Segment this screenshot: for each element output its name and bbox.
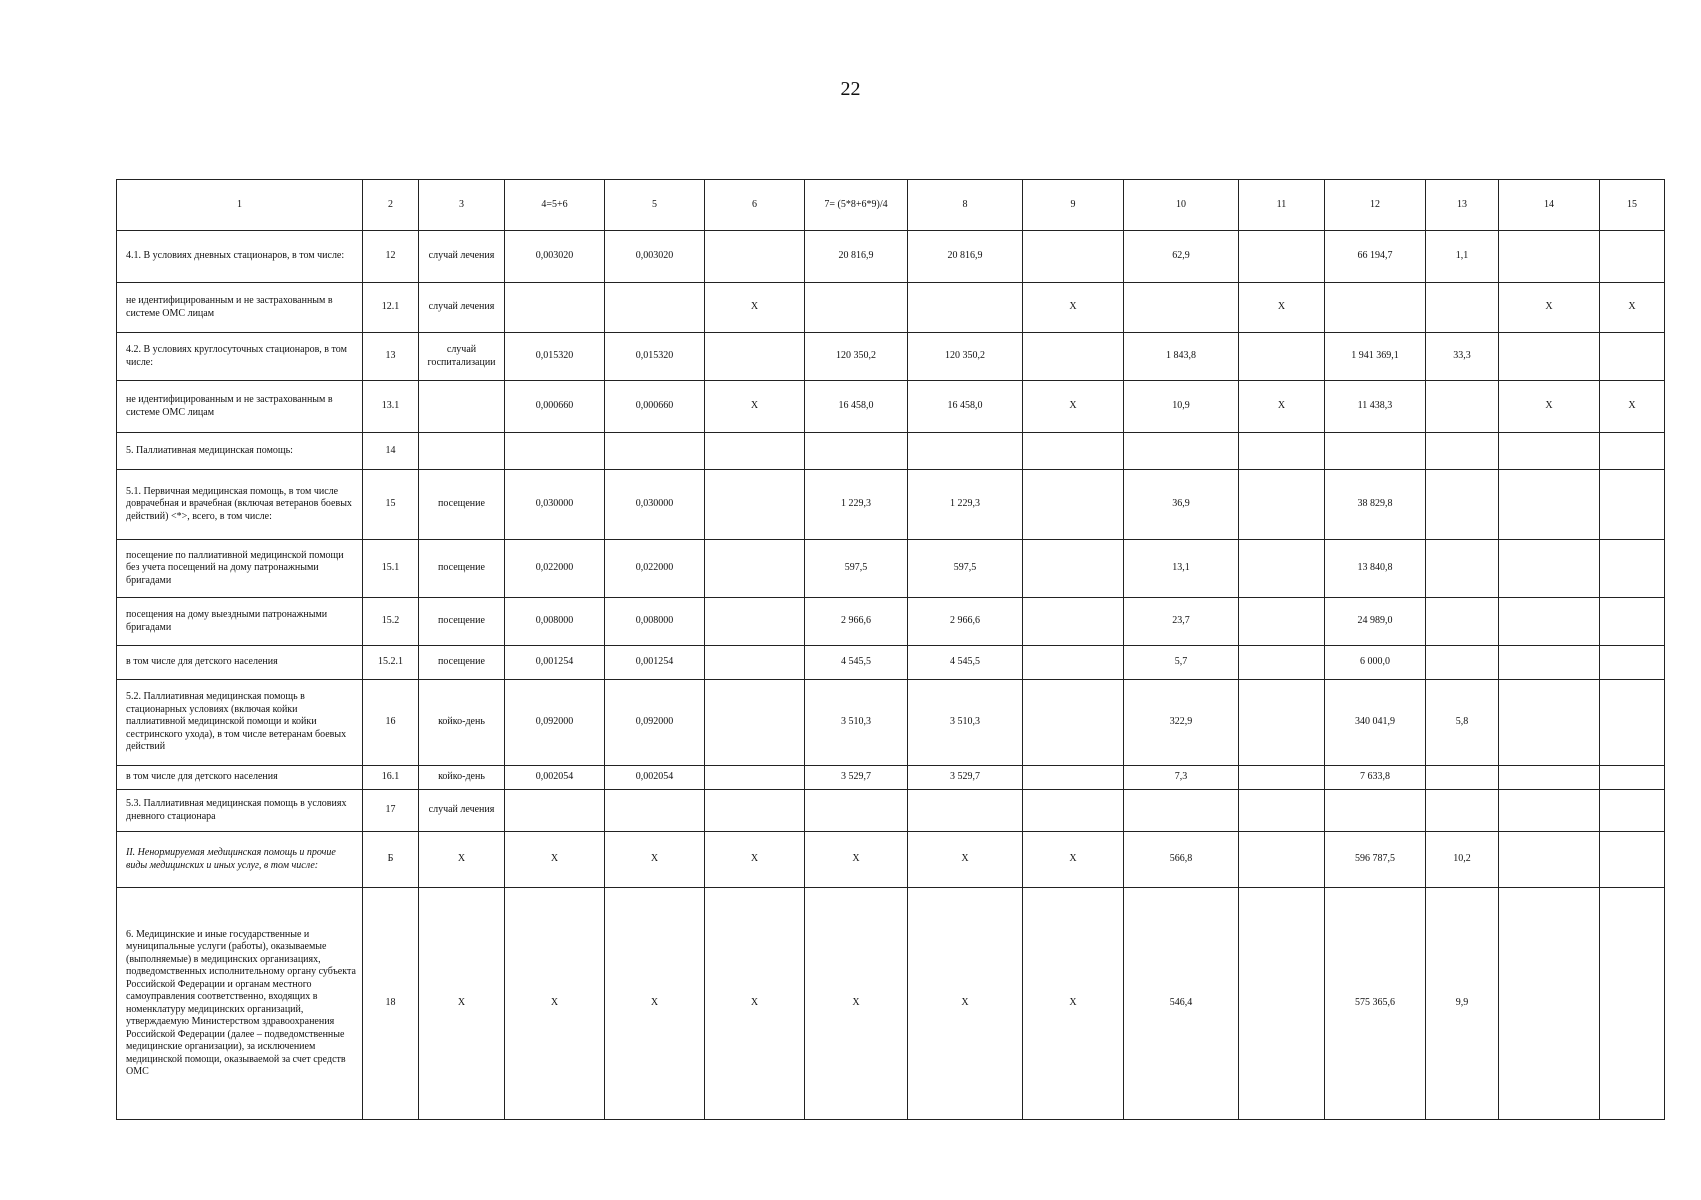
table-cell: X — [805, 832, 908, 888]
table-cell — [705, 766, 805, 790]
table-row — [117, 381, 1665, 433]
header-cell: 12 — [1325, 180, 1426, 231]
table-cell — [1600, 470, 1665, 540]
table-cell — [1499, 832, 1600, 888]
header-cell: 4=5+6 — [505, 180, 605, 231]
table-cell — [1600, 433, 1665, 470]
table-cell: 13.1 — [363, 381, 419, 433]
header-cell: 10 — [1124, 180, 1239, 231]
header-cell: 15 — [1600, 180, 1665, 231]
table-cell: 5,8 — [1426, 680, 1499, 766]
table-cell — [1499, 598, 1600, 646]
table-row — [117, 888, 1665, 1120]
table-cell — [605, 283, 705, 333]
table-cell: X — [1499, 381, 1600, 433]
table-cell — [1499, 680, 1600, 766]
table-cell — [705, 646, 805, 680]
table-cell — [1239, 888, 1325, 1120]
table-cell — [1600, 888, 1665, 1120]
table-cell: X — [1600, 381, 1665, 433]
table-cell — [1426, 283, 1499, 333]
table-cell: 575 365,6 — [1325, 888, 1426, 1120]
table-cell — [1239, 333, 1325, 381]
table-cell: X — [1600, 283, 1665, 333]
table-cell: 0,030000 — [505, 470, 605, 540]
table-cell — [1023, 598, 1124, 646]
table-cell — [908, 790, 1023, 832]
table-cell: X — [1023, 832, 1124, 888]
table-cell: X — [605, 832, 705, 888]
table-cell — [1426, 598, 1499, 646]
table-cell — [1600, 766, 1665, 790]
row-description-cell: в том числе для детского населения — [117, 766, 363, 790]
table-cell — [1426, 646, 1499, 680]
table-cell — [605, 790, 705, 832]
table-cell: 10,9 — [1124, 381, 1239, 433]
table-cell — [605, 433, 705, 470]
table-cell: 0,002054 — [605, 766, 705, 790]
table-cell: 66 194,7 — [1325, 231, 1426, 283]
table-cell — [1023, 231, 1124, 283]
table-cell — [1239, 790, 1325, 832]
table-cell — [1239, 470, 1325, 540]
table-cell: 13 840,8 — [1325, 540, 1426, 598]
table-cell — [705, 790, 805, 832]
table-cell: 1 941 369,1 — [1325, 333, 1426, 381]
table-cell — [1499, 646, 1600, 680]
table-cell: 0,003020 — [505, 231, 605, 283]
table-cell — [505, 790, 605, 832]
table-cell: 9,9 — [1426, 888, 1499, 1120]
table-cell: 15 — [363, 470, 419, 540]
table-cell: X — [1499, 283, 1600, 333]
table-cell: X — [1023, 283, 1124, 333]
table-cell — [908, 283, 1023, 333]
header-cell: 5 — [605, 180, 705, 231]
table-cell: X — [419, 832, 505, 888]
table-cell: 3 510,3 — [908, 680, 1023, 766]
table-cell: 1 229,3 — [908, 470, 1023, 540]
table-cell — [1023, 333, 1124, 381]
table-cell — [1239, 231, 1325, 283]
table-cell: 0,008000 — [605, 598, 705, 646]
table-cell — [1499, 540, 1600, 598]
table-cell: 0,008000 — [505, 598, 605, 646]
header-cell: 7= (5*8+6*9)/4 — [805, 180, 908, 231]
row-description-cell: 5.2. Паллиативная медицинская помощь в стационарных условиях (включая койки паллиативной медицинской помощи и койки сестринского ухода), в том числе ветеранам боевых действий — [117, 680, 363, 766]
table-cell — [705, 680, 805, 766]
table-cell: 14 — [363, 433, 419, 470]
table-cell: X — [505, 832, 605, 888]
row-description-cell: 5.1. Первичная медицинская помощь, в том числе доврачебная и врачебная (включая ветеранов боевых действий) <*>, всего, в том числе: — [117, 470, 363, 540]
table-cell — [1239, 540, 1325, 598]
table-cell: 15.2 — [363, 598, 419, 646]
table-cell — [1600, 540, 1665, 598]
table-cell — [1600, 680, 1665, 766]
table-cell — [1023, 470, 1124, 540]
table-row — [117, 790, 1665, 832]
table-cell: 120 350,2 — [908, 333, 1023, 381]
table-cell — [1600, 598, 1665, 646]
table-row — [117, 433, 1665, 470]
data-table — [116, 179, 1665, 1120]
table-cell: 0,030000 — [605, 470, 705, 540]
header-cell: 8 — [908, 180, 1023, 231]
table-cell: 0,022000 — [605, 540, 705, 598]
table-row — [117, 231, 1665, 283]
row-description-cell: II. Ненормируемая медицинская помощь и прочие виды медицинских и иных услуг, в том числе: — [117, 832, 363, 888]
table-cell: 15.2.1 — [363, 646, 419, 680]
table-cell: Б — [363, 832, 419, 888]
table-cell: X — [908, 888, 1023, 1120]
table-cell — [1600, 646, 1665, 680]
table-cell — [1600, 790, 1665, 832]
table-cell: 0,001254 — [605, 646, 705, 680]
table-cell: 15.1 — [363, 540, 419, 598]
table-cell: 36,9 — [1124, 470, 1239, 540]
table-cell: X — [908, 832, 1023, 888]
table-cell — [1426, 790, 1499, 832]
table-cell — [1023, 680, 1124, 766]
row-description-cell: посещения на дому выездными патронажными бригадами — [117, 598, 363, 646]
table-cell: 340 041,9 — [1325, 680, 1426, 766]
table-cell: 16.1 — [363, 766, 419, 790]
table-cell: 120 350,2 — [805, 333, 908, 381]
header-cell: 2 — [363, 180, 419, 231]
table-cell: X — [705, 832, 805, 888]
table-cell — [419, 381, 505, 433]
table-cell: 4 545,5 — [805, 646, 908, 680]
table-cell — [705, 333, 805, 381]
table-cell — [419, 433, 505, 470]
table-cell — [1239, 680, 1325, 766]
row-description-cell: посещение по паллиативной медицинской помощи без учета посещений на дому патронажными бригадами — [117, 540, 363, 598]
table-row — [117, 646, 1665, 680]
header-cell: 14 — [1499, 180, 1600, 231]
table-cell: 16 458,0 — [908, 381, 1023, 433]
table-cell: 1,1 — [1426, 231, 1499, 283]
table-cell — [1023, 790, 1124, 832]
table-cell — [705, 540, 805, 598]
header-cell: 9 — [1023, 180, 1124, 231]
table-cell — [1426, 540, 1499, 598]
table-cell: 33,3 — [1426, 333, 1499, 381]
table-cell — [1124, 790, 1239, 832]
table-cell — [1325, 283, 1426, 333]
table-cell: 20 816,9 — [805, 231, 908, 283]
table-cell: 3 529,7 — [908, 766, 1023, 790]
table-cell — [1600, 333, 1665, 381]
table-body — [117, 180, 1665, 1120]
table-cell: посещение — [419, 646, 505, 680]
table-cell — [1426, 766, 1499, 790]
table-row — [117, 333, 1665, 381]
table-cell: 24 989,0 — [1325, 598, 1426, 646]
table-cell: 0,002054 — [505, 766, 605, 790]
table-cell: 546,4 — [1124, 888, 1239, 1120]
table-cell — [1600, 231, 1665, 283]
table-cell: посещение — [419, 470, 505, 540]
table-cell: 322,9 — [1124, 680, 1239, 766]
table-cell — [1600, 832, 1665, 888]
table-cell — [505, 283, 605, 333]
table-cell: 38 829,8 — [1325, 470, 1426, 540]
table-cell: 1 229,3 — [805, 470, 908, 540]
table-cell: 23,7 — [1124, 598, 1239, 646]
table-cell: койко-день — [419, 766, 505, 790]
table-cell — [1124, 283, 1239, 333]
table-row — [117, 283, 1665, 333]
table-cell — [805, 283, 908, 333]
row-description-cell: не идентифицированным и не застрахованным в системе ОМС лицам — [117, 283, 363, 333]
table-cell: X — [1239, 283, 1325, 333]
table-cell: 18 — [363, 888, 419, 1120]
table-cell — [908, 433, 1023, 470]
table-cell — [1239, 832, 1325, 888]
table-row — [117, 598, 1665, 646]
row-description-cell: 4.2. В условиях круглосуточных стационаров, в том числе: — [117, 333, 363, 381]
table-cell: 596 787,5 — [1325, 832, 1426, 888]
table-cell — [1499, 231, 1600, 283]
table-cell: 0,003020 — [605, 231, 705, 283]
table-cell: 3 529,7 — [805, 766, 908, 790]
table-cell — [1499, 766, 1600, 790]
table-row — [117, 540, 1665, 598]
table-cell — [805, 790, 908, 832]
table-row — [117, 680, 1665, 766]
row-description-cell: 5.3. Паллиативная медицинская помощь в условиях дневного стационара — [117, 790, 363, 832]
row-description-cell: 4.1. В условиях дневных стационаров, в том числе: — [117, 231, 363, 283]
table-container — [116, 179, 1665, 1120]
header-cell: 11 — [1239, 180, 1325, 231]
table-cell: посещение — [419, 540, 505, 598]
table-cell: 7 633,8 — [1325, 766, 1426, 790]
header-cell: 1 — [117, 180, 363, 231]
table-cell: 0,001254 — [505, 646, 605, 680]
table-cell: 10,2 — [1426, 832, 1499, 888]
table-cell: случай госпитализации — [419, 333, 505, 381]
table-row — [117, 766, 1665, 790]
table-cell: 597,5 — [805, 540, 908, 598]
table-cell: X — [705, 283, 805, 333]
row-description-cell: в том числе для детского населения — [117, 646, 363, 680]
table-cell: 566,8 — [1124, 832, 1239, 888]
table-cell: 1 843,8 — [1124, 333, 1239, 381]
table-cell — [1239, 766, 1325, 790]
table-cell — [1023, 433, 1124, 470]
table-cell: 0,092000 — [505, 680, 605, 766]
row-description-cell: не идентифицированным и не застрахованным в системе ОМС лицам — [117, 381, 363, 433]
table-cell: 16 — [363, 680, 419, 766]
table-row — [117, 470, 1665, 540]
table-cell — [1325, 433, 1426, 470]
table-cell: 0,000660 — [605, 381, 705, 433]
table-cell: случай лечения — [419, 231, 505, 283]
table-cell: X — [1023, 381, 1124, 433]
table-cell: 12.1 — [363, 283, 419, 333]
header-cell: 13 — [1426, 180, 1499, 231]
table-cell — [705, 598, 805, 646]
table-cell — [1426, 470, 1499, 540]
table-cell: 2 966,6 — [908, 598, 1023, 646]
table-cell: 12 — [363, 231, 419, 283]
table-cell: X — [705, 888, 805, 1120]
table-cell: X — [505, 888, 605, 1120]
table-cell — [1499, 888, 1600, 1120]
table-cell: 3 510,3 — [805, 680, 908, 766]
table-cell — [505, 433, 605, 470]
row-description-cell: 6. Медицинские и иные государственные и муниципальные услуги (работы), оказываемые (выполняемые) в медицинских организациях, подведомственных исполнительному органу субъекта Российской Федерации и органам местного самоуправления соответственно, входящих в номенклатуру медицинских организаций, утверждаемую Министерством здравоохранения Российской Федерации (далее – подведомственные медицинские организации), за исключением медицинской помощи, оказываемой за счет средств ОМС — [117, 888, 363, 1120]
table-cell — [1239, 646, 1325, 680]
table-cell — [1499, 790, 1600, 832]
table-cell — [705, 433, 805, 470]
table-cell: 62,9 — [1124, 231, 1239, 283]
table-cell: посещение — [419, 598, 505, 646]
header-cell: 3 — [419, 180, 505, 231]
table-cell: X — [605, 888, 705, 1120]
table-cell — [705, 231, 805, 283]
table-cell: 597,5 — [908, 540, 1023, 598]
table-cell — [1325, 790, 1426, 832]
table-row — [117, 832, 1665, 888]
table-cell: X — [705, 381, 805, 433]
table-cell: 16 458,0 — [805, 381, 908, 433]
table-cell: 0,022000 — [505, 540, 605, 598]
table-cell: случай лечения — [419, 790, 505, 832]
table-cell — [1023, 646, 1124, 680]
table-cell — [1426, 433, 1499, 470]
table-cell: 13 — [363, 333, 419, 381]
table-cell: X — [805, 888, 908, 1120]
table-cell: 17 — [363, 790, 419, 832]
header-cell: 6 — [705, 180, 805, 231]
table-cell: 13,1 — [1124, 540, 1239, 598]
table-cell: 11 438,3 — [1325, 381, 1426, 433]
table-cell — [1023, 540, 1124, 598]
table-cell: 7,3 — [1124, 766, 1239, 790]
table-cell: 0,015320 — [505, 333, 605, 381]
header-row — [117, 180, 1665, 231]
table-cell — [1239, 433, 1325, 470]
table-cell — [1499, 470, 1600, 540]
table-cell: X — [1023, 888, 1124, 1120]
table-cell: 6 000,0 — [1325, 646, 1426, 680]
table-cell — [1124, 433, 1239, 470]
table-cell: 0,015320 — [605, 333, 705, 381]
table-cell — [705, 470, 805, 540]
page-number: 22 — [840, 78, 861, 100]
table-cell: 0,092000 — [605, 680, 705, 766]
table-cell: X — [1239, 381, 1325, 433]
row-description-cell: 5. Паллиативная медицинская помощь: — [117, 433, 363, 470]
table-cell: 20 816,9 — [908, 231, 1023, 283]
table-cell: 5,7 — [1124, 646, 1239, 680]
table-cell: 4 545,5 — [908, 646, 1023, 680]
table-cell — [1239, 598, 1325, 646]
table-cell — [1023, 766, 1124, 790]
table-cell: койко-день — [419, 680, 505, 766]
table-cell — [805, 433, 908, 470]
table-cell — [1499, 333, 1600, 381]
table-cell: случай лечения — [419, 283, 505, 333]
table-cell — [1426, 381, 1499, 433]
table-cell — [1499, 433, 1600, 470]
table-cell: 0,000660 — [505, 381, 605, 433]
table-cell: 2 966,6 — [805, 598, 908, 646]
table-cell: X — [419, 888, 505, 1120]
